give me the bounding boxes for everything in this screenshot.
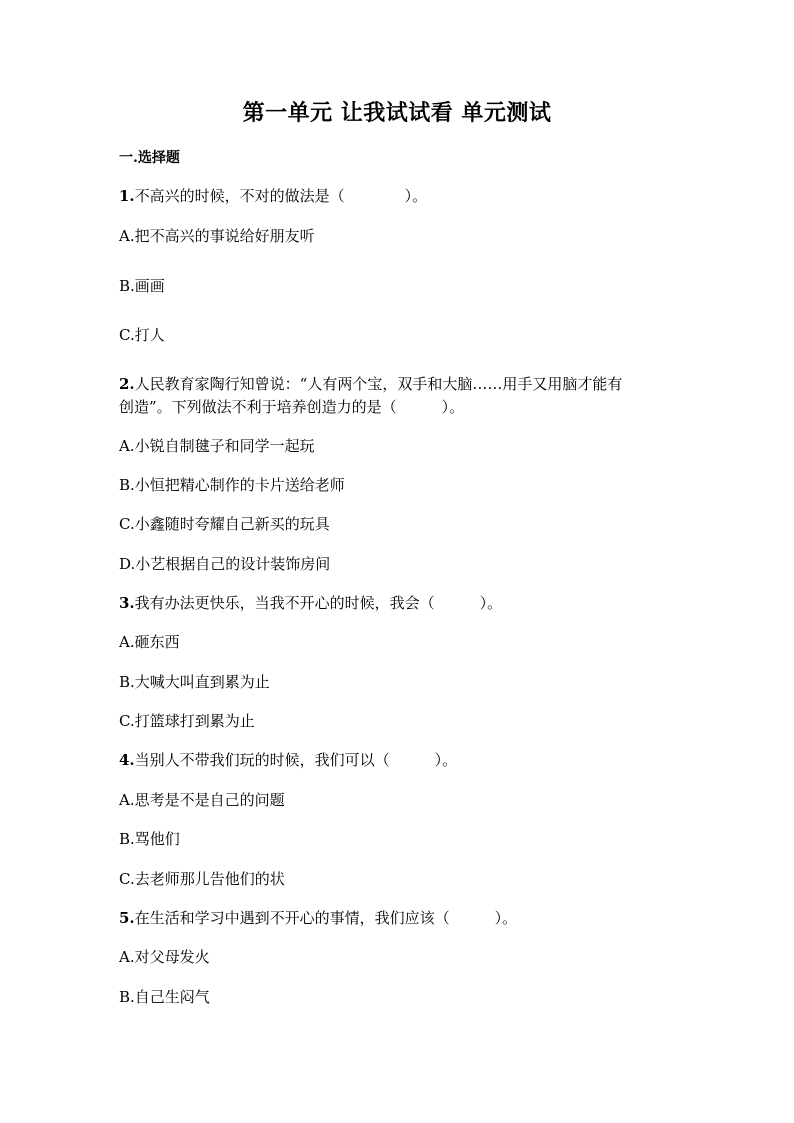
question-text: 当别人不带我们玩的时候，我们可以（ ）。 <box>134 751 458 769</box>
question-3-option-b: B.大喊大叫直到累为止 <box>119 673 270 691</box>
question-4-option-b: B.骂他们 <box>119 830 180 848</box>
question-2-continued: 创造”。下列做法不利于培养创造力的是（ ）。 <box>119 398 465 416</box>
question-2-option-c: C.小鑫随时夸耀自己新买的玩具 <box>119 515 330 533</box>
question-number: 3. <box>119 594 135 612</box>
question-1-option-a: A.把不高兴的事说给好朋友听 <box>119 227 315 245</box>
question-3-option-c: C.打篮球打到累为止 <box>119 712 255 730</box>
question-4 <box>119 748 457 772</box>
question-text: 不高兴的时候，不对的做法是（ ）。 <box>134 187 428 205</box>
question-number: 5. <box>119 909 135 927</box>
question-4-option-a: A.思考是不是自己的问题 <box>119 791 285 809</box>
question-text: 我有办法更快乐，当我不开心的时候，我会（ ）。 <box>134 594 503 612</box>
question-5-option-b: B.自己生闷气 <box>119 988 210 1006</box>
question-3-option-a: A.砸东西 <box>119 633 180 651</box>
question-1-option-b: B.画画 <box>119 277 165 295</box>
question-5 <box>119 906 517 930</box>
question-4-option-c: C.去老师那儿告他们的状 <box>119 870 285 888</box>
question-1 <box>119 184 427 208</box>
question-text: 在生活和学习中遇到不开心的事情，我们应该（ ）。 <box>134 909 518 927</box>
question-number: 1. <box>119 187 135 205</box>
question-2-option-b: B.小恒把精心制作的卡片送给老师 <box>119 476 345 494</box>
question-2 <box>119 372 622 396</box>
question-2-option-a: A.小锐自制毽子和同学一起玩 <box>119 437 315 455</box>
question-5-option-a: A.对父母发火 <box>119 948 210 966</box>
section-heading: 一.选择题 <box>119 150 180 166</box>
question-2-option-d: D.小艺根据自己的设计装饰房间 <box>119 555 331 573</box>
page-title: 第一单元 让我试试看 单元测试 <box>242 100 552 126</box>
question-text-line-1: 人民教育家陶行知曾说：“人有两个宝，双手和大脑……用手又用脑才能有 <box>134 375 623 393</box>
question-number: 4. <box>119 751 135 769</box>
question-number: 2. <box>119 375 135 393</box>
question-3 <box>119 591 502 615</box>
question-1-option-c: C.打人 <box>119 326 165 344</box>
